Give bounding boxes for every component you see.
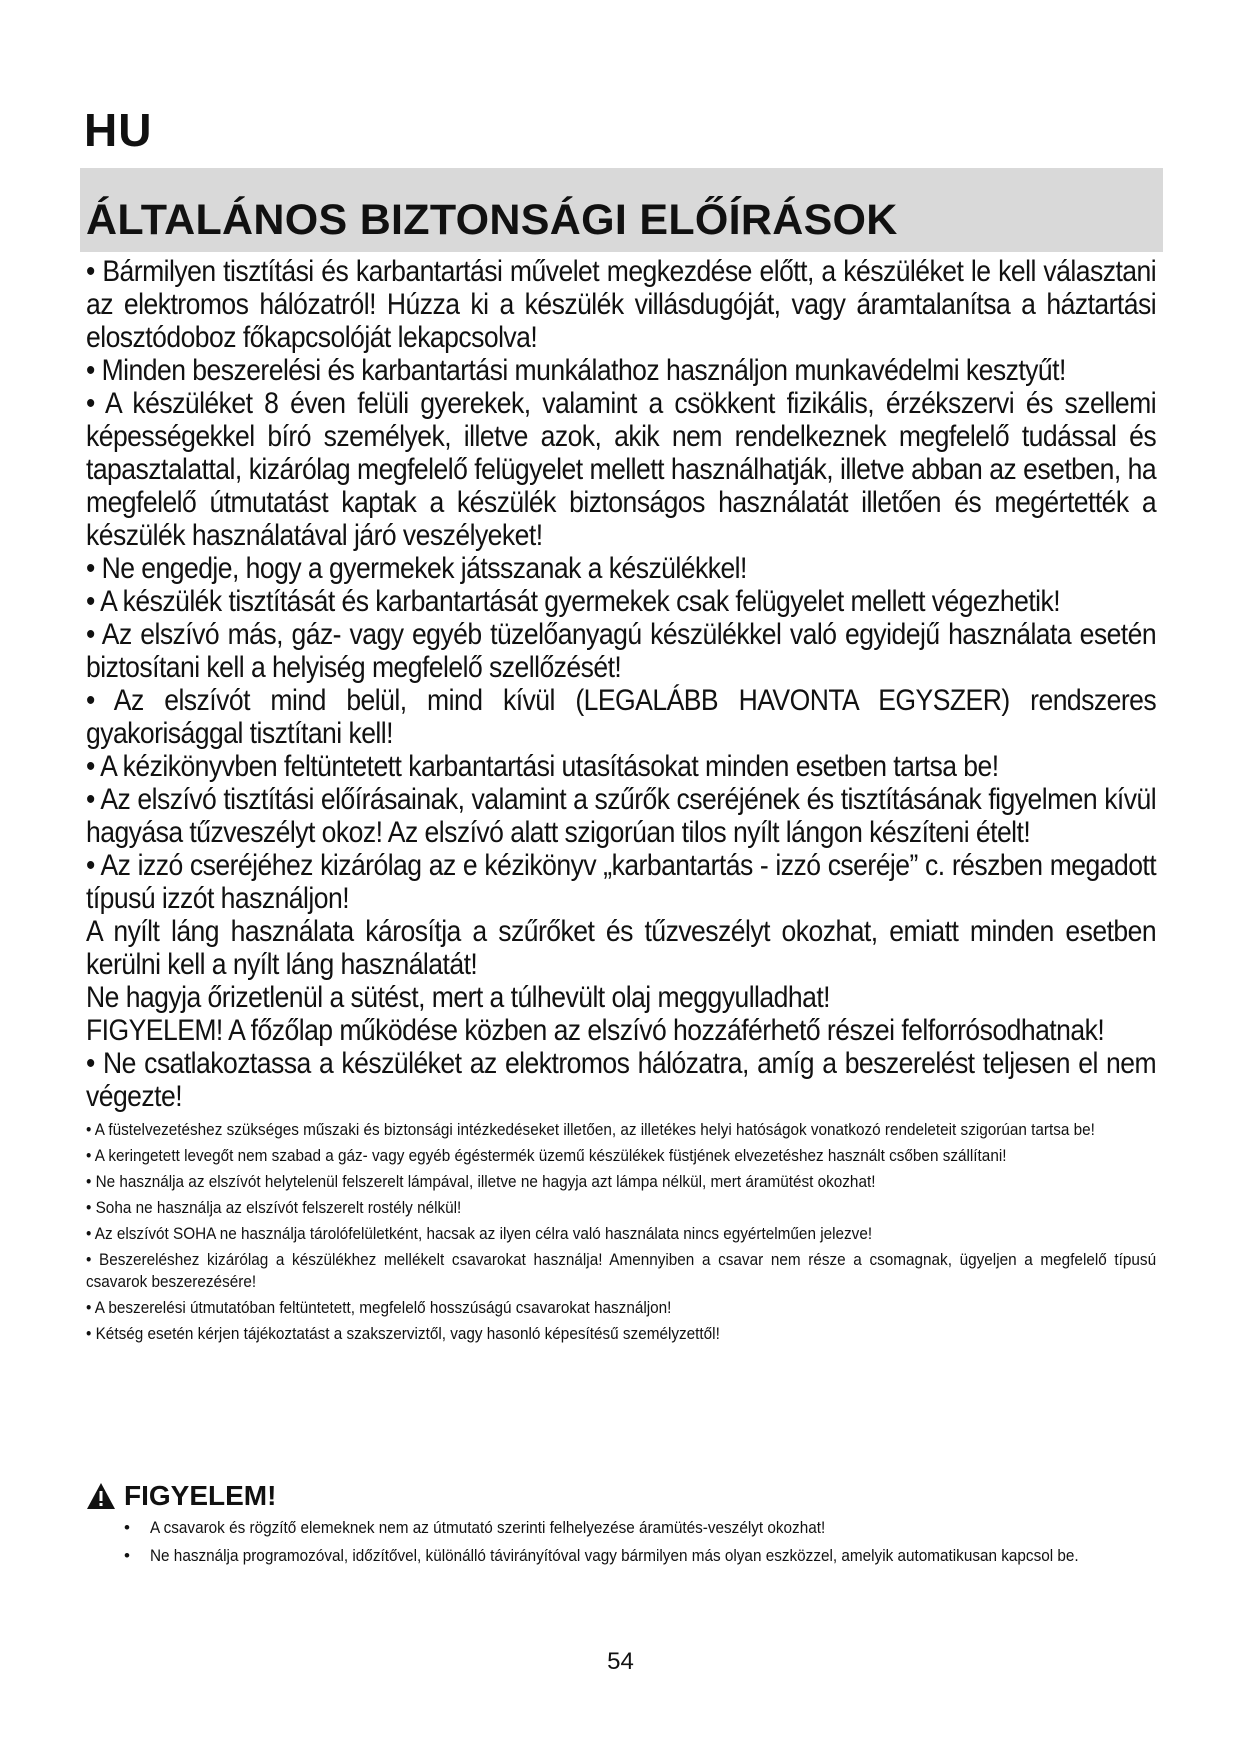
safety-instructions [86, 255, 1156, 1349]
small-paragraphs [86, 1119, 1156, 1345]
bullet: • [124, 1546, 130, 1565]
paragraph: • Beszereléshez kizárólag a készülékhez mellékelt csavarokat használja! Amennyiben a csavar nem része a csomagnak, ügyeljen a megfelelő típusú csavarok beszerezésére! [86, 1250, 1157, 1291]
warning-list [86, 1516, 1156, 1572]
large-paragraphs [86, 255, 1156, 1113]
paragraph: • A beszerelési útmutatóban feltüntetett, megfelelő hosszúságú csavarokat használjon! [86, 1298, 672, 1317]
paragraph: • Az elszívót SOHA ne használja tárolófelületként, hacsak az ilyen célra való használata nincs egyértelműen jelezve! [86, 1224, 873, 1243]
section-title: ÁLTALÁNOS BIZTONSÁGI ELŐÍRÁSOK [86, 196, 898, 244]
paragraph: FIGYELEM! A főzőlap működése közben az elszívó hozzáférhető részei felforrósodhatnak! [86, 1014, 1105, 1047]
paragraph: • Az elszívó más, gáz- vagy egyéb tüzelőanyagú készülékkel való egyidejű használata esetén biztosítani kell a helyiség megfelelő szellőzését! [86, 618, 1157, 684]
paragraph: • A füstelvezetéshez szükséges műszaki és biztonsági intézkedéseket illetően, az illetékes helyi hatóságok vonatkozó rendeleteit szigorúan tartsa be! [86, 1120, 1095, 1139]
paragraph: • A kézikönyvben feltüntetett karbantartási utasításokat minden esetben tartsa be! [86, 750, 999, 783]
paragraph: • Az elszívó tisztítási előírásainak, valamint a szűrők cseréjének és tisztításának figyelmen kívül hagyása tűzveszélyt okoz! Az elszívó alatt szigorúan tilos nyílt lángon készíteni ételt! [86, 783, 1157, 849]
paragraph: • Ne használja az elszívót helytelenül felszerelt lámpával, illetve ne hagyja azt lámpa nélkül, mert áramütést okozhat! [86, 1172, 876, 1191]
paragraph: • Soha ne használja az elszívót felszerelt rostély nélkül! [86, 1198, 462, 1217]
paragraph: • Ne csatlakoztassa a készüléket az elektromos hálózatra, amíg a beszerelést teljesen el nem végezte! [86, 1047, 1157, 1113]
section-title-band [80, 168, 1163, 252]
warning-triangle-icon [86, 1482, 116, 1510]
list-item [86, 1516, 1156, 1540]
paragraph: • Kétség esetén kérjen tájékoztatást a szakszerviztől, vagy hasonló képesítésű személyzettől! [86, 1324, 720, 1343]
paragraph: Ne hagyja őrizetlenül a sütést, mert a túlhevült olaj meggyulladhat! [86, 981, 830, 1014]
warning-text: Ne használja programozóval, időzítővel, különálló távirányítóval vagy bármilyen más olyan eszközzel, amelyik automatikusan kapcsol be. [150, 1546, 1079, 1565]
warning-text: A csavarok és rögzítő elemeknek nem az útmutató szerinti felhelyezése áramütés-veszélyt okozhat! [150, 1518, 826, 1537]
paragraph: • Az elszívót mind belül, mind kívül (LEGALÁBB HAVONTA EGYSZER) rendszeres gyakorisággal tisztítani kell! [86, 684, 1157, 750]
warning-heading [86, 1480, 276, 1512]
page-number: 54 [607, 1648, 634, 1675]
list-item [86, 1544, 1156, 1568]
bullet: • [124, 1518, 130, 1537]
paragraph: • A készüléket 8 éven felüli gyerekek, valamint a csökkent fizikális, érzékszervi és szellemi képességekkel bíró személyek, illetve azok, akik nem rendelkeznek megfelelő tudással és tapasztalattal, kizárólag megfelelő felügyelet mellett használhatják, illetve abban az esetben, ha megfelelő útmutatást kaptak a készülék biztonságos használatát illetően és megértették a készülék használatával járó veszélyeket! [86, 387, 1157, 552]
paragraph: • A készülék tisztítását és karbantartását gyermekek csak felügyelet mellett végezhetik! [86, 585, 1061, 618]
paragraph: • Az izzó cseréjéhez kizárólag az e kézikönyv „karbantartás - izzó cseréje” c. részben megadott típusú izzót használjon! [86, 849, 1157, 915]
paragraph: • Bármilyen tisztítási és karbantartási művelet megkezdése előtt, a készüléket le kell választani az elektromos hálózatról! Húzza ki a készülék villásdugóját, vagy áramtalanítsa a háztartási elosztódoboz főkapcsolóját lekapcsolva! [86, 255, 1157, 354]
language-code: HU [84, 104, 153, 156]
paragraph: • Minden beszerelési és karbantartási munkálathoz használjon munkavédelmi kesztyűt! [86, 354, 1066, 387]
paragraph: • Ne engedje, hogy a gyermekek játsszanak a készülékkel! [86, 552, 747, 585]
paragraph: • A keringetett levegőt nem szabad a gáz- vagy egyéb égéstermék üzemű készülékek füstjének elvezetéshez használt csőben szállítani! [86, 1146, 1007, 1165]
paragraph: A nyílt láng használata károsítja a szűrőket és tűzveszélyt okozhat, emiatt minden esetben kerülni kell a nyílt láng használatát! [86, 915, 1157, 981]
warning-title: FIGYELEM! [124, 1480, 277, 1511]
